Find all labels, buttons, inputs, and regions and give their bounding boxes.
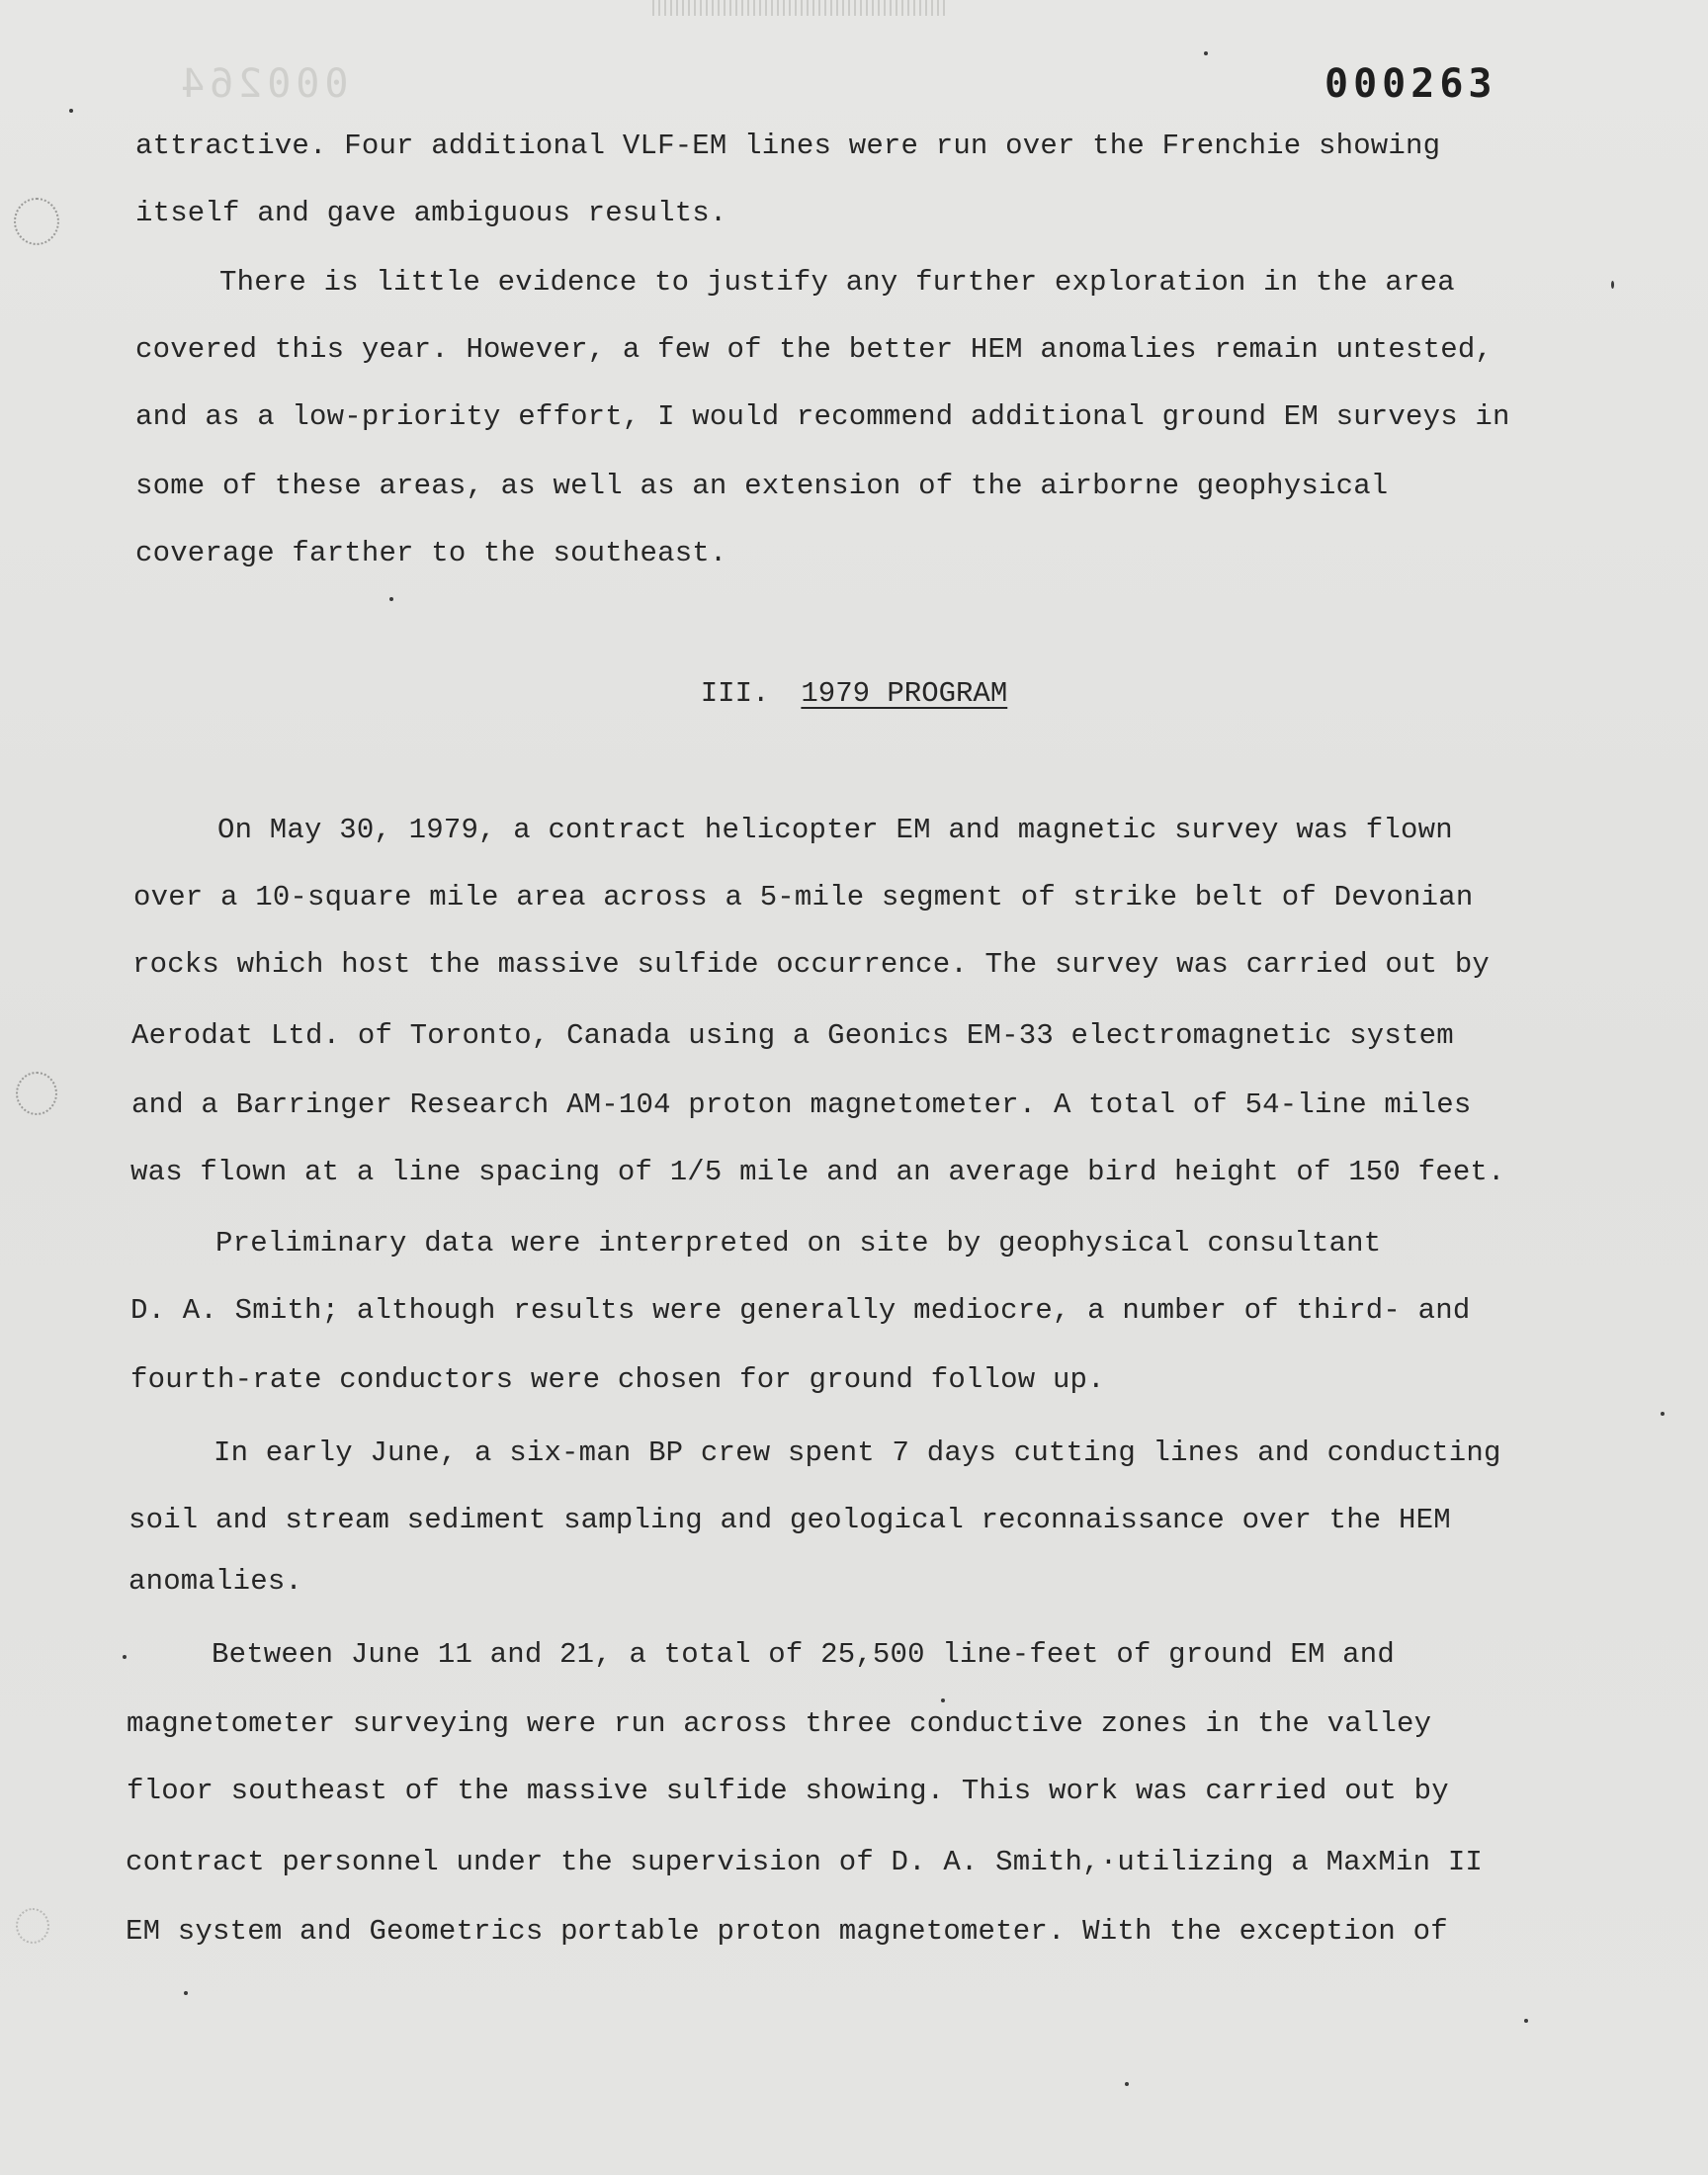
text-line: attractive. Four additional VLF-EM lines were run over the Frenchie showing bbox=[135, 130, 1441, 162]
section-heading bbox=[0, 676, 1708, 712]
scan-speck bbox=[941, 1698, 945, 1702]
text-line: some of these areas, as well as an extension of the airborne geophysical bbox=[135, 470, 1389, 502]
text-line: Preliminary data were interpreted on site by geophysical consultant bbox=[215, 1227, 1382, 1260]
text-line: over a 10-square mile area across a 5-mile segment of strike belt of Devonian bbox=[133, 881, 1474, 914]
text-line: and as a low-priority effort, I would recommend additional ground EM surveys in bbox=[135, 400, 1510, 433]
page-number: 000263 bbox=[1324, 61, 1497, 107]
text-line: fourth-rate conductors were chosen for ground follow up. bbox=[130, 1363, 1105, 1396]
scan-edge-marks bbox=[652, 0, 949, 16]
scan-speck bbox=[123, 1655, 127, 1659]
punch-hole-mark bbox=[14, 198, 59, 245]
text-line: Aerodat Ltd. of Toronto, Canada using a Geonics EM-33 electromagnetic system bbox=[131, 1019, 1454, 1052]
text-line: floor southeast of the massive sulfide showing. This work was carried out by bbox=[127, 1775, 1449, 1807]
section-title: 1979 PROGRAM bbox=[801, 677, 1008, 710]
scan-speck bbox=[1204, 51, 1208, 55]
text-line: In early June, a six-man BP crew spent 7 days cutting lines and conducting bbox=[214, 1436, 1501, 1469]
text-line: magnetometer surveying were run across three conductive zones in the valley bbox=[127, 1707, 1432, 1740]
text-line: Between June 11 and 21, a total of 25,500 line-feet of ground EM and bbox=[212, 1638, 1395, 1671]
section-number: III. bbox=[700, 677, 770, 710]
punch-hole-mark bbox=[16, 1072, 57, 1115]
text-line: On May 30, 1979, a contract helicopter EM and magnetic survey was flown bbox=[217, 814, 1453, 846]
bleed-through-page-number: 000264 bbox=[176, 61, 349, 107]
scan-speck bbox=[1524, 2019, 1528, 2023]
text-line: anomalies. bbox=[128, 1565, 303, 1598]
text-line: soil and stream sediment sampling and geological reconnaissance over the HEM bbox=[128, 1504, 1451, 1536]
scan-speck bbox=[1611, 281, 1614, 289]
text-line: covered this year. However, a few of the better HEM anomalies remain untested, bbox=[135, 333, 1494, 366]
scan-speck bbox=[1661, 1412, 1665, 1416]
punch-hole-mark bbox=[16, 1908, 49, 1944]
scan-speck bbox=[184, 1991, 188, 1995]
text-line: rocks which host the massive sulfide occurrence. The survey was carried out by bbox=[132, 948, 1491, 981]
text-line: and a Barringer Research AM-104 proton magnetometer. A total of 54-line miles bbox=[131, 1088, 1472, 1121]
text-line: coverage farther to the southeast. bbox=[135, 537, 727, 569]
text-line: EM system and Geometrics portable proton magnetometer. With the exception of bbox=[126, 1915, 1448, 1948]
scan-speck bbox=[69, 109, 73, 113]
text-line: There is little evidence to justify any further exploration in the area bbox=[219, 266, 1455, 299]
text-line: contract personnel under the supervision of D. A. Smith,·utilizing a MaxMin II bbox=[126, 1846, 1484, 1878]
text-line: D. A. Smith; although results were generally mediocre, a number of third- and bbox=[130, 1294, 1471, 1327]
scan-speck bbox=[1125, 2082, 1129, 2086]
scan-speck bbox=[389, 597, 393, 601]
text-line: itself and gave ambiguous results. bbox=[135, 197, 727, 229]
text-line: was flown at a line spacing of 1/5 mile and an average bird height of 150 feet. bbox=[130, 1156, 1505, 1188]
